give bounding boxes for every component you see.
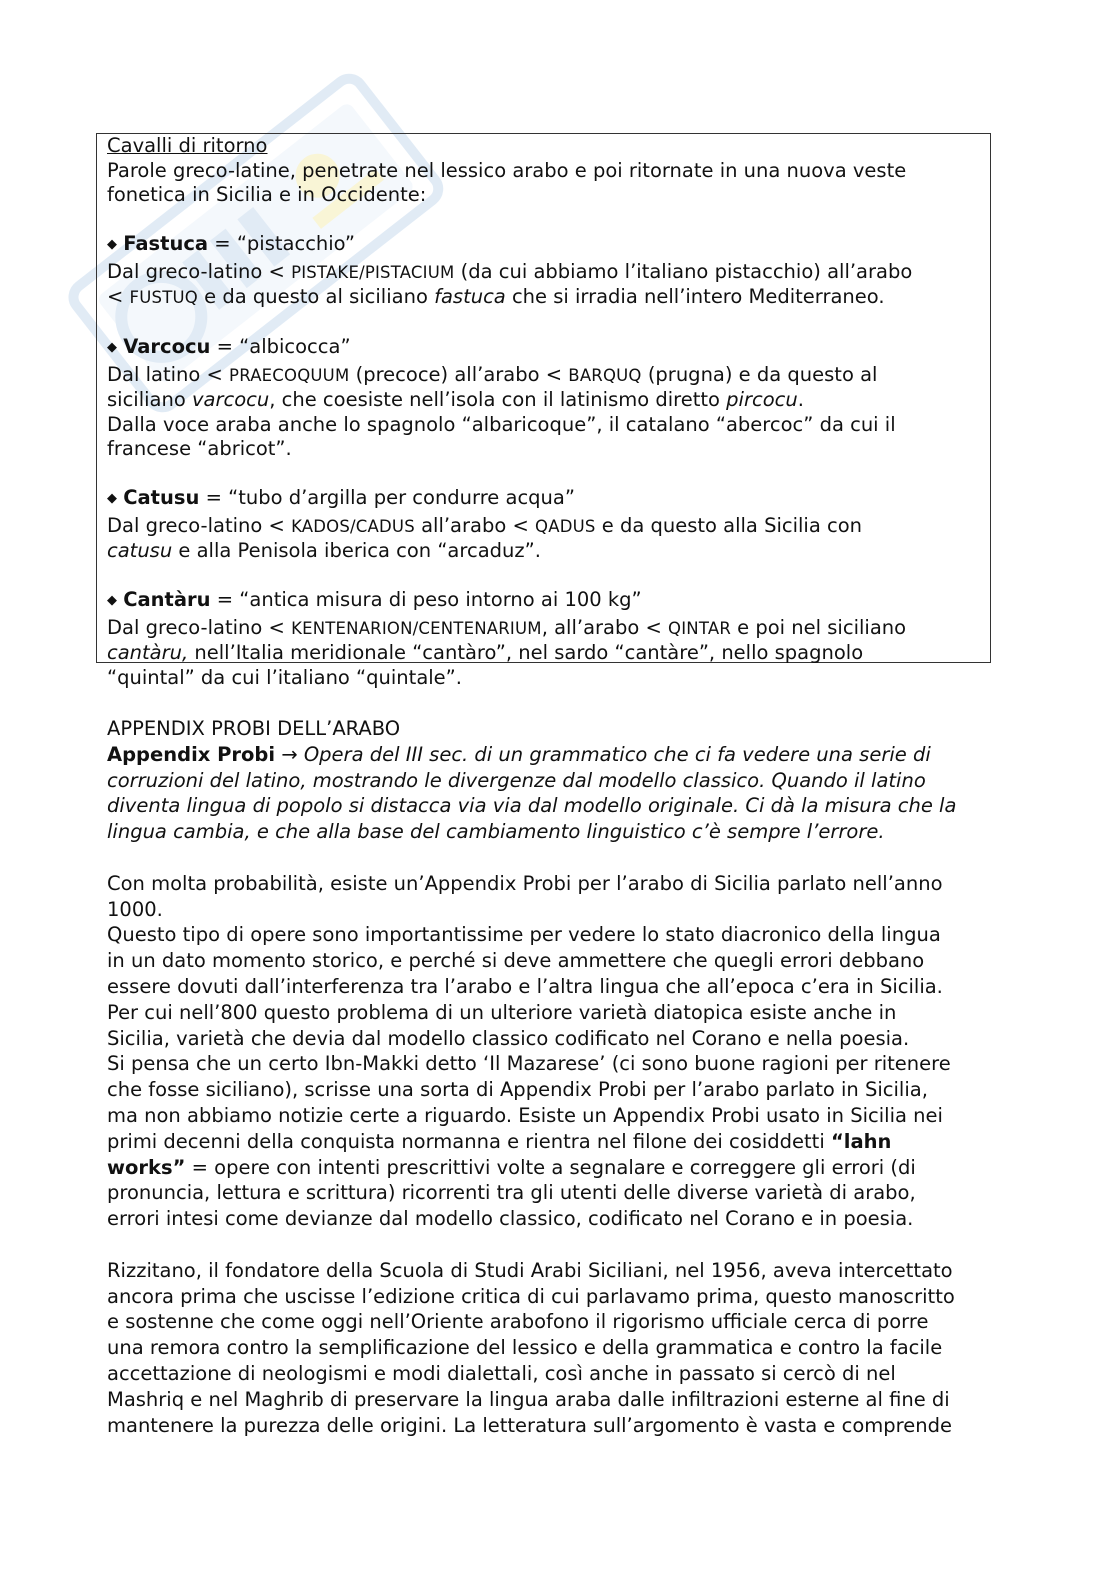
term: Fastuca — [123, 232, 209, 255]
entry-cantaru-text-3: “quintal” da cui l’italiano “quintale”. — [107, 665, 462, 689]
section-heading: APPENDIX PROBI DELL’ARABO — [107, 717, 401, 740]
entry-varcocu-text-2: siciliano varcocu, che coesiste nell’isola con il latinismo diretto pircocu. — [107, 388, 804, 411]
paragraph-line: Questo tipo di opere sono importantissime per vedere lo stato diacronico della lingua — [107, 923, 941, 947]
paragraph-line: Si pensa che un certo Ibn-Makki detto ‘Il Mazarese’ (ci sono buone ragioni per ritenere — [107, 1052, 951, 1076]
paragraph-line: pronuncia, lettura e scrittura) ricorrenti tra gli utenti delle diverse varietà di arabo, — [107, 1181, 916, 1205]
entry-cantaru-text: Dal greco-latino < KENTENARION/CENTENARIUM, all’arabo < QINTAR e poi nel siciliano — [107, 615, 907, 639]
main-content — [107, 716, 1007, 1438]
entry-fastuca-heading: ◆ Fastuca = “pistacchio” — [107, 232, 356, 255]
entry-cantaru-heading: ◆ Cantàru = “antica misura di peso intorno ai 100 kg” — [107, 588, 642, 611]
paragraph-line: in un dato momento storico, e perché si deve ammettere che quegli errori debbano — [107, 949, 925, 973]
definition-line: diventa lingua di popolo si distacca via via dal modello originale. Ci dà la misura che la — [107, 794, 957, 818]
definition-line: Appendix Probi → Opera del III sec. di un grammatico che ci fa vedere una serie di — [107, 742, 931, 766]
entry-varcocu-text-4: francese “abricot”. — [107, 437, 292, 460]
paragraph-line: errori intesi come devianze dal modello classico, codificato nel Corano e in poesia. — [107, 1207, 914, 1231]
definition-line: lingua cambia, e che alla base del cambiamento linguistico c’è sempre l’errore. — [107, 820, 885, 844]
entry-fastuca-text: Dal greco-latino < PISTAKE/PISTACIUM (da cui abbiamo l’italiano pistacchio) all’arabo — [107, 259, 913, 283]
cavalli-di-ritorno-box — [96, 133, 991, 689]
term: Cantàru — [123, 588, 211, 611]
paragraph-line: e sostenne che come oggi nell’Oriente arabofono il rigorismo ufficiale cerca di porre — [107, 1310, 929, 1334]
entry-varcocu-heading: ◆ Varcocu = “albicocca” — [107, 335, 351, 358]
bullet-icon: ◆ — [107, 340, 117, 355]
paragraph-line: che fosse siciliano), scrisse una sorta di Appendix Probi per l’arabo parlato in Sicilia, — [107, 1078, 928, 1102]
entry-catusu-text: Dal greco-latino < KADOS/CADUS all’arabo < QADUS e da questo alla Sicilia con — [107, 513, 863, 537]
paragraph-line: una remora contro la semplificazione del lessico e della grammatica e contro la facile — [107, 1336, 943, 1360]
bullet-icon: ◆ — [107, 593, 117, 608]
paragraph-line: Mashriq e nel Maghrib di preservare la lingua araba dalle infiltrazioni esterne al fine di — [107, 1387, 950, 1411]
paragraph-line: ancora prima che uscisse l’edizione critica di cui parlavamo prima, questo manoscritto — [107, 1284, 955, 1308]
definition-line: corruzioni del latino, mostrando le divergenze dal modello classico. Quando il latino — [107, 768, 926, 792]
paragraph-line: mantenere la purezza delle origini. La letteratura sull’argomento è vasta e comprende — [107, 1413, 952, 1437]
paragraph-line: Sicilia, varietà che devia dal modello classico codificato nel Corano e nella poesia. — [107, 1026, 910, 1050]
paragraph-line: essere dovuti dall’interferenza tra l’arabo e l’altra lingua che all’epoca c’era in Sicilia. — [107, 974, 943, 998]
entry-varcocu-text: Dal latino < PRAECOQUUM (precoce) all’arabo < BARQUQ (prugna) e da questo al — [107, 362, 878, 386]
bullet-icon: ◆ — [107, 491, 117, 506]
paragraph-line: Per cui nell’800 questo problema di un ulteriore varietà diatopica esiste anche in — [107, 1000, 897, 1024]
paragraph-line: primi decenni della conquista normanna e rientra nel filone dei cosiddetti “lahn — [107, 1129, 892, 1153]
paragraph-line: ma non abbiamo notizie certe a riguardo. Esiste un Appendix Probi usato in Sicilia nei — [107, 1103, 943, 1127]
entry-catusu-text-2: catusu e alla Penisola iberica con “arcaduz”. — [107, 539, 541, 562]
term: Varcocu — [123, 335, 211, 358]
paragraph-line: Rizzitano, il fondatore della Scuola di Studi Arabi Siciliani, nel 1956, aveva intercettato — [107, 1258, 953, 1282]
entry-fastuca-text-2: < FUSTUQ e da questo al siciliano fastuca che si irradia nell’intero Mediterraneo. — [107, 285, 885, 308]
box-title: Cavalli di ritorno — [107, 134, 268, 157]
entry-catusu-heading: ◆ Catusu = “tubo d’argilla per condurre acqua” — [107, 486, 575, 509]
bullet-icon: ◆ — [107, 237, 117, 252]
entry-cantaru-text-2: cantàru, nell’Italia meridionale “cantàro”, nel sardo “cantàre”, nello spagnolo — [107, 641, 864, 664]
paragraph-line: works” = opere con intenti prescrittivi volte a segnalare e correggere gli errori (di — [107, 1155, 916, 1179]
box-intro: Parole greco-latine, penetrate nel lessico arabo e poi ritornate in una nuova veste fonetica in Sicilia e in Occidente: — [107, 158, 907, 206]
paragraph-line: 1000. — [107, 897, 163, 921]
entry-varcocu-text-3: Dalla voce araba anche lo spagnolo “albaricoque”, il catalano “abercoc” da cui il — [107, 412, 896, 436]
paragraph-line: accettazione di neologismi e modi dialettali, così anche in passato si cercò di nel — [107, 1361, 896, 1385]
paragraph-line: Con molta probabilità, esiste un’Appendix Probi per l’arabo di Sicilia parlato nell’anno — [107, 871, 943, 895]
term: Catusu — [123, 486, 200, 509]
